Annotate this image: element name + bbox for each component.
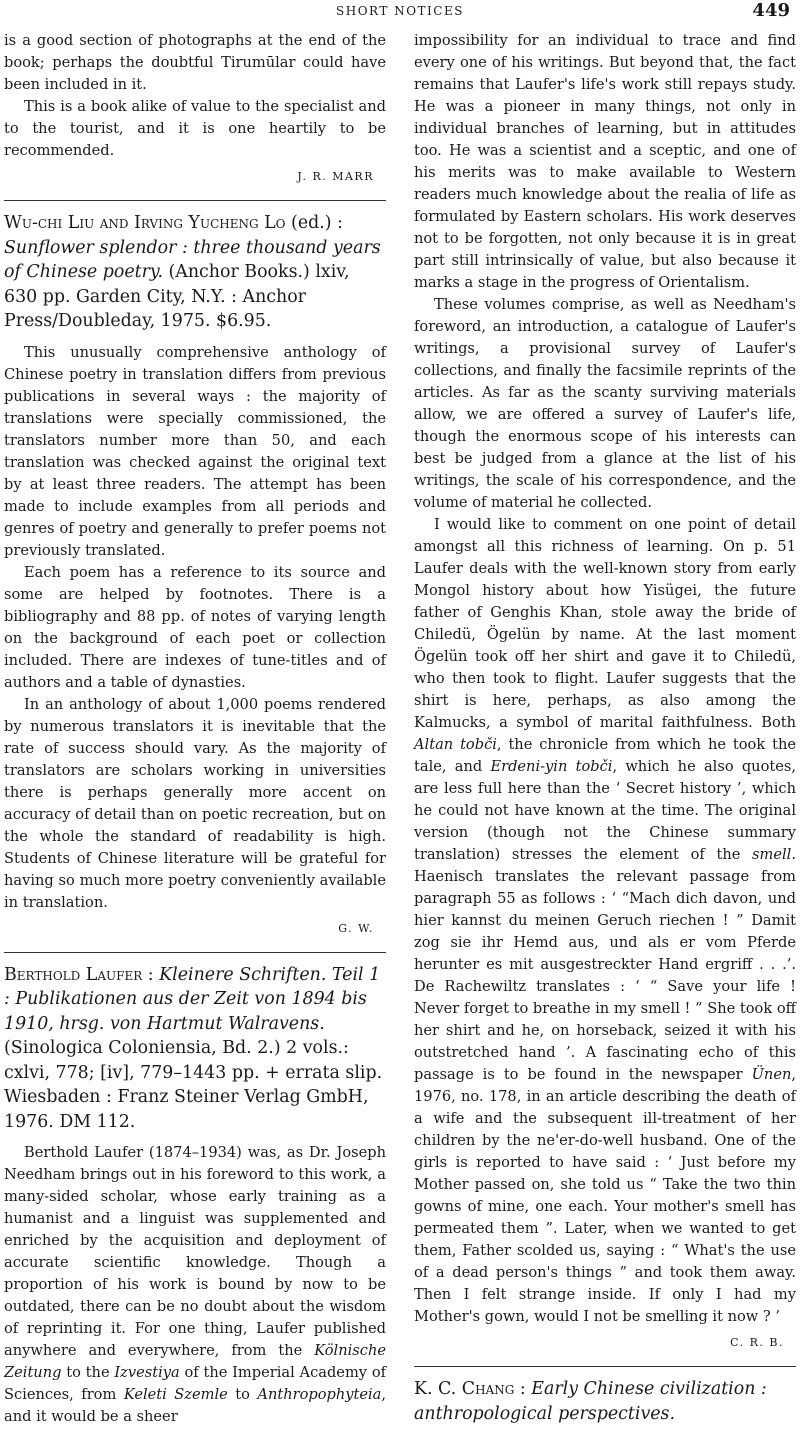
italic-title: Erdeni-yin tobči [490, 758, 613, 775]
reviewer-signature: C. R. B. [730, 1336, 784, 1349]
text-run: Berthold Laufer (1874–1934) was, as Dr. Joseph Needham brings out in his foreword to this work, a many-sided scholar, whose early training as a humanist and a linguist was supplemented and enriched by the acquisition and deployment of accurate scientific knowledge. Though a proportion of his work is bound by now to be outdated, there can be no doubt about the wisdom of reprinting it. For one thing, Laufer published anywhere and everywhere, from the [4, 1144, 386, 1359]
text-run: of the Imperial Academy of Sciences, from [4, 1364, 387, 1403]
text-run: I would like to comment on one point of detail amongst all this richness of learning. On p. 51 Laufer deals with the well-known story from early Mongol history about how Yisügei, the future father of Genghis Khan, stole away the bride of Chiledü, Ögelün by name. At the last moment Ögelün took off her shirt and gave it to Chiledü, who then took to flight. Laufer suggests that the shirt is here, perhaps, as also among the Kalmucks, a symbol of marital faithfulness. Both [414, 516, 796, 731]
text-run: to the [61, 1364, 115, 1381]
paragraph: This is a book alike of value to the specialist and to the tourist, and it is one heartily to be recommended. [4, 98, 386, 159]
paragraph [4, 1142, 386, 1428]
paragraph: In an anthology of about 1,000 poems rendered by numerous translators it is inevitable that the rate of success should vary. As the majority of translators are scholars working in universities there is perhaps generally more accent on accuracy of detail than on poetic recreation, but on the whole the standard of readability is high. Students of Chinese literature will be grateful for having so much more poetry conveniently available in translation. [4, 695, 386, 911]
italic-title: Ünen [751, 1066, 792, 1083]
paragraph: Each poem has a reference to its source and some are helped by footnotes. There is a bibliography and 88 pp. of notes of varying length on the background of each poet or collection included. There are indexes of tune-titles and of authors and a table of dynasties. [4, 563, 386, 691]
text-run: , the chronicle from which he took the tale, and [414, 736, 796, 775]
italic-title: Kölnische Zeitung [4, 1342, 386, 1381]
italic-title: Anthropophyteia [257, 1386, 382, 1403]
right-column [414, 30, 796, 1434]
book-author: K. C. Chang [414, 1379, 515, 1399]
book-separator: : [142, 964, 160, 985]
left-column [4, 30, 386, 1428]
paragraph: These volumes comprise, as well as Needham's foreword, an introduction, a catalogue of Laufer's writings, a provisional survey of Laufer's collections, and finally the facsimile reprints of the articles. As far as the scanty surviving materials allow, we are offered a survey of Laufer's life, though the enormous scope of his interests can best be judged from a glance at the list of his writings, the scale of his correspondence, and the volume of material he collected. [414, 296, 796, 511]
book-authors: Wu-chi Liu and Irving Yucheng Lo [4, 213, 286, 233]
italic-title: Altan tobči [414, 736, 497, 753]
text-run: to [227, 1386, 258, 1403]
section-divider [4, 952, 386, 953]
book-heading [414, 1377, 796, 1426]
book-publication: (Anchor Books.) lxiv, 630 pp. Garden City, N.Y. : Anchor Press/Doubleday, 1975. $6.95. [4, 262, 350, 331]
section-divider [4, 200, 386, 201]
paragraph [414, 514, 796, 1328]
text-run: , which he also quotes, are less full here than the ‘ Secret history ’, which he could not have known at the time. The original version (though not the Chinese summary translation) stresses the element of the [414, 758, 796, 863]
book-author: Berthold Laufer [4, 964, 143, 985]
section-divider [414, 1366, 796, 1367]
text-run: , 1976, no. 178, in an article describing the death of a wife and the subsequent ill-treatment of her children by the ne'er-do-well husband. One of the girls is reported to have said : ‘ Just before my Mother passed on, she told us “ Take the two thin gowns of mine, one each. Your mother's smell has permeated them ”. Later, when we wanted to get them, Father scolded us, saying : “ What's the use of a dead person's things ” and took them away. Then I felt strange inside. If only I had my Mother's gown, would I not be smelling it now ? ’ [414, 1066, 796, 1325]
italic-title: Keleti Szemle [123, 1386, 228, 1403]
text-run: . Haenisch translates the relevant passage from paragraph 55 as follows : ‘ “Mach dich davon, und hier kannst du meinen Geruch riechen ! ” Damit zog sie ihr Hemd aus, und als er vom Pferde herunter es mit ausgestreckter Hand ergriff . . .’. De Rachewiltz translates : ‘ “ Save your life ! Never forget to breathe in my smell ! ” She took off her shirt and he, on horseback, seized it with his outstretched hand ’. A fascinating echo of this passage is to be found in the newspaper [414, 846, 796, 1083]
book-separator: : [514, 1379, 532, 1399]
book-title: Early Chinese civilization : anthropological perspectives. [414, 1379, 767, 1424]
page-number: 449 [752, 0, 790, 21]
paragraph: is a good section of photographs at the end of the book; perhaps the doubtful Tirumūlar could have been included in it. [4, 32, 386, 93]
running-title: SHORT NOTICES [336, 4, 464, 18]
book-heading [4, 211, 386, 334]
book-heading [4, 963, 386, 1135]
italic-word: smell [752, 846, 792, 863]
paragraph: impossibility for an individual to trace and find every one of his writings. But beyond that, the fact remains that Laufer's life's work still repays study. He was a pioneer in many things, not only in individual branches of learning, but in attitudes too. He was a scientist and a sceptic, and one of his merits was to make available to Western readers much knowledge about the realia of life as formulated by Eastern scholars. His work deserves not to be forgotten, not only because it is in great part still intrinsically of value, but also because it marks a stage in the progress of Orientalism. [414, 32, 796, 291]
book-title: Kleinere Schriften. Teil 1 : Publikationen aus der Zeit von 1894 bis 1910, hrsg. von Hartmut Walravens. [4, 964, 381, 1034]
reviewer-signature: J. R. MARR [297, 170, 374, 183]
book-publication: (Sinologica Coloniensia, Bd. 2.) 2 vols.: cxlvi, 778; [iv], 779–1443 pp. + errata slip. Wiesbaden : Franz Steiner Verlag GmbH, 1976. DM 112. [4, 1038, 383, 1132]
reviewer-signature: G. W. [338, 921, 374, 935]
page-header [0, 0, 800, 28]
book-editor-note: (ed.) : [285, 213, 343, 233]
book-title: Sunflower splendor : three thousand years of Chinese poetry. [4, 237, 381, 282]
paragraph: This unusually comprehensive anthology of Chinese poetry in translation differs from previous publications in several ways : the majority of translations were specially commissioned, the translators number more than 50, and each translation was checked against the original text by at least three readers. The attempt has been made to include examples from all periods and genres of poetry and generally to prefer poems not previously translated. [4, 343, 386, 559]
italic-title: Izvestiya [114, 1364, 180, 1381]
text-run: , and it would be a sheer [4, 1386, 387, 1425]
